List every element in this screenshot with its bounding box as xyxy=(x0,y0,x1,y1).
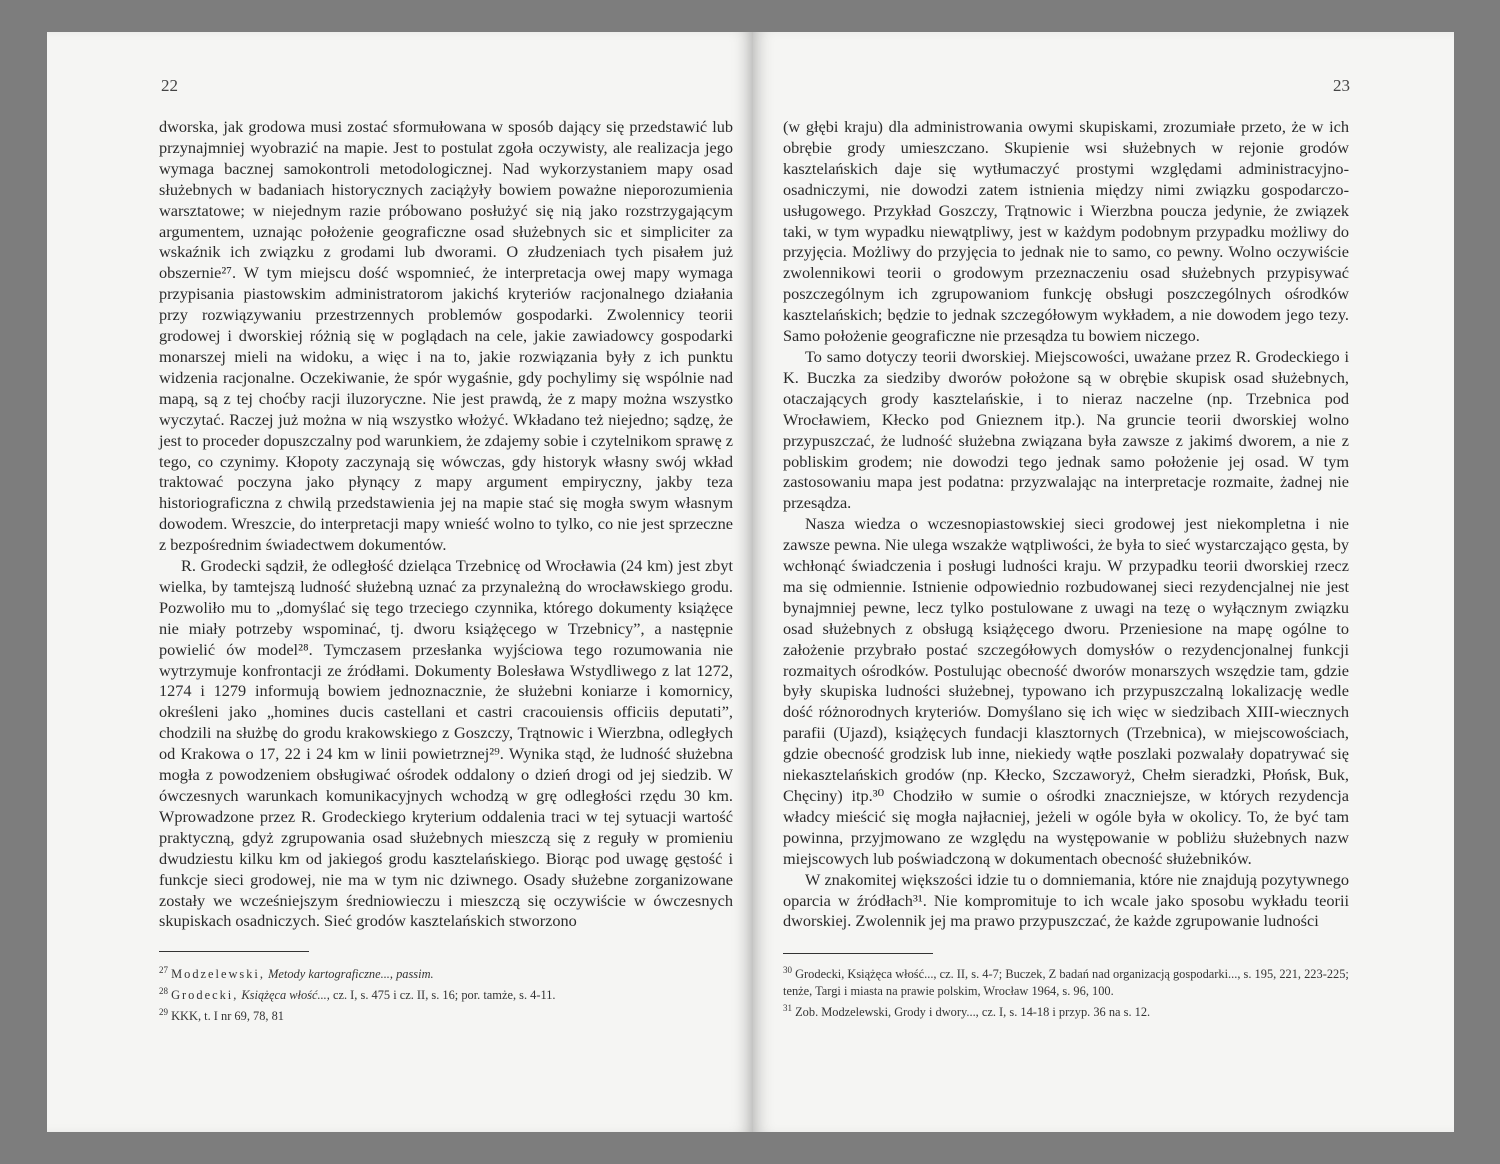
footnote-text: Zob. Modzelewski, Grody i dwory..., cz. I, s. 14-18 i przyp. 36 na s. 12. xyxy=(795,1005,1151,1020)
footnote-rule xyxy=(159,951,309,952)
footnote-number: 29 xyxy=(159,1007,168,1018)
footnote xyxy=(159,962,719,983)
left-page xyxy=(47,32,753,1132)
footnote xyxy=(159,1004,719,1025)
paragraph: Nasza wiedza o wczesnopiastowskiej sieci grodowej jest niekompletna i nie zawsze pewna. Nie ulega wszakże wątpliwości, że była to sieć wystarczająco gęsta, by wchłonąć świadczenia i posługi ludności kraju. W przypadku teorii dworskiej rzecz ma się odmiennie. Istnienie odpowiednio rozbudowanej sieci rezydencjalnej nie jest bynajmniej pewne, lecz tylko postulowane z uwagi na tezę o wyłącznym związku osad służebnych z obsługą książęcego dworu. Przeniesione na mapę ogólne to założenie przybrało postać szczegółowych domysłów o rezydencjonalnej funkcji rozmaitych ośrodków. Postulując obecność dworów monarszych wszędzie tam, gdzie były skupiska ludności służebnej, typowano ich przypuszczalną lokalizację wedle dość różnorodnych kryteriów. Domyślano się ich więc w siedzibach XIII-wiecznych parafii (Ujazd), książęcych fundacji klasztornych (Trzebnica), w miejscowościach, gdzie obecność grodzisk lub inne, niekiedy wątłe poszlaki pozwalały dopatrywać się niekasztelańskich grodów (np. Kłecko, Szczaworyż, Chełm sieradzki, Płońsk, Buk, Chęciny) itp.³⁰ Chodziło w sumie o ośrodki znaczniejsze, w których rezydencja władcy mieścić się mogła najłacniej, jeżeli w ogóle była w okolicy. To, że być tam powinna, przyjmowano ze względu na występowanie w pobliżu służebnych nazw miejscowych lub poświadczoną w dokumentach obecność służebników. xyxy=(783,514,1349,868)
footnote-title: Metody kartograficzne..., passim. xyxy=(268,967,434,982)
footnote xyxy=(159,983,719,1004)
right-page xyxy=(753,32,1454,1132)
footnote-number: 28 xyxy=(159,986,168,997)
footnote-number: 27 xyxy=(159,965,168,975)
footnote-author: Modzelewski, xyxy=(171,967,265,982)
paragraph: W znakomitej większości idzie tu o domniemania, które nie znajdują pozytywnego oparcia w źródłach³¹. Nie kompromituje to ich wcale jako sposobu wykładu teorii dworskiej. Zwolennik jej ma prawo przypuszczać, że każde zgrupowanie ludności xyxy=(783,869,1349,931)
footnote xyxy=(783,1000,1349,1021)
page-number: 22 xyxy=(161,76,178,95)
page-number: 23 xyxy=(1333,76,1350,95)
page-body xyxy=(783,117,1349,932)
footnote-number: 31 xyxy=(783,1003,792,1014)
footnote-rest: KKK, t. I nr 69, 78, 81 xyxy=(171,1009,284,1024)
paragraph: (w głębi kraju) dla administrowania owymi skupiskami, zrozumiałe przeto, że w ich obrębie grody umieszczano. Skupienie wsi służebnych w rejonie grodów kasztelańskich daje się wytłumaczyć prostymi względami administracyjno-osadniczymi, nie dowodzi zatem istnienia między nimi związku gospodarczo-usługowego. Przykład Goszczy, Trątnowic i Wierzbna poucza jedynie, że związek taki, w tym wypadku niewątpliwy, jest w każdym podobnym przypadku możliwy do przyjęcia. Możliwy do przyjęcia to jednak nie to samo, co pewny. Wolno oczywiście zwolennikowi teorii o grodowym przeznaczeniu osad służebnych przypisywać poszczególnym ich zgrupowaniom funkcję obsługi poszczególnych ośrodków kasztelańskich; będzie to jednak szczegółowym wykładem, a nie dowodem jego tezy. Samo położenie geograficzne nie przesądza tu bowiem niczego. xyxy=(783,117,1349,346)
footnote-number: 30 xyxy=(783,965,792,975)
paragraph: R. Grodecki sądził, że odległość dzieląca Trzebnicę od Wrocławia (24 km) jest zbyt wielka, by tamtejszą ludność służebną uznać za przynależną do wrocławskiego grodu. Pozwoliło mu to „domyślać się tego trzeciego czynnika, którego dokumenty książęce nie miały potrzeby wspominać, tj. dworu książęcego w Trzebnicy”, a następnie powielić ów model²⁸. Tymczasem przesłanka wyjściowa tego rozumowania nie wytrzymuje konfrontacji ze źródłami. Dokumenty Bolesława Wstydliwego z lat 1272, 1274 i 1279 informują bowiem jednoznacznie, że służebni koniarze i komornicy, określeni jako „homines ducis castellani et castri cracouiensis officiis deputati”, chodzili na służbę do grodu krakowskiego z Goszczy, Trątnowic i Wierzbna, odległych od Krakowa o 17, 22 i 24 km w linii powietrznej²⁹. Wynika stąd, że ludność służebna mogła z powodzeniem obsługiwać ośrodek oddalony o dzień drogi od jej siedzib. W ówczesnych warunkach komunikacyjnych wchodzą w grę odległości rzędu 30 km. Wprowadzone przez R. Grodeckiego kryterium oddalenia traci w tej sytuacji wartość praktyczną, gdyż zgrupowania osad służebnych mieszczą się z reguły w promieniu dwudziestu kilku km od jakiegoś grodu kasztelańskiego. Biorąc pod uwagę gęstość i funkcje sieci grodowej, nie ma w tym nic dziwnego. Osady służebne zorganizowane zostały we wcześniejszym średniowieczu i mieszczą się oczywiście w ówczesnych skupiskach osadniczych. Sieć grodów kasztelańskich stworzono xyxy=(159,556,733,931)
footnotes xyxy=(783,962,1349,1021)
footnote-title: Książęca włość..., xyxy=(241,988,330,1003)
paragraph: To samo dotyczy teorii dworskiej. Miejscowości, uważane przez R. Grodeckiego i K. Buczka za siedziby dworów położone są w obrębie skupisk osad służebnych, otaczających grody kasztelańskie, i to nieraz naczelne (np. Trzebnica pod Wrocławiem, Kłecko pod Gnieznem itp.). Na gruncie teorii dworskiej wolno przypuszczać, że ludność służebna związana była zawsze z jakimś dworem, a nie z pobliskim grodem; nie dowodzi tego jednak samo położenie jej osad. W tym zastosowaniu mapa jest podatna: przyzwalając na interpretacje rozmaite, żadnej nie przesądza. xyxy=(783,346,1349,513)
footnote-author: Grodecki, xyxy=(171,988,239,1003)
footnote xyxy=(783,962,1349,1000)
paragraph: dworska, jak grodowa musi zostać sformułowana w sposób dający się przedstawić lub przynajmniej wyobrazić na mapie. Jest to postulat zgoła oczywisty, ale realizacja jego wymaga bacznej samokontroli metodologicznej. Nad wykorzystaniem mapy osad służebnych w badaniach historycznych zaciążyły bowiem poważne nieporozumienia warsztatowe; w niejednym razie próbowano posłużyć się nią jako rozstrzygającym argumentem, uznając położenie geograficzne osad służebnych sic et simpliciter za wskaźnik ich związku z grodami lub dworami. O złudzeniach tych pisałem już obszernie²⁷. W tym miejscu dość wspomnieć, że interpretacja owej mapy wymaga przypisania piastowskim administratorom jakichś kryteriów racjonalnego działania przy rozwiązywaniu przestrzennych problemów gospodarki. Zwolennicy teorii grodowej i dworskiej różnią się w poglądach na cele, jakie zawiadowcy gospodarki monarszej mieli na widoku, a więc i na to, jakie rozwiązania były z ich punktu widzenia racjonalne. Oczekiwanie, że spór wygaśnie, gdy pochylimy się wspólnie nad mapą, są z tej choćby racji iluzoryczne. Nie jest prawdą, że z mapy można wszystko wyczytać. Raczej już można w nią wszystko włożyć. Wkładano też niejedno; sądzę, że jest to proceder dopuszczalny pod warunkiem, że zdajemy sobie i czytelnikom sprawę z tego, co czynimy. Kłopoty zaczynają się wówczas, gdy historyk własny swój wkład traktować poczyna jako płynący z mapy argument empiryczny, jakby teza historiograficzna z chwilą przedstawienia jej na mapie stać się mogła swym własnym dowodem. Wreszcie, do interpretacji mapy wnieść wolno to tylko, co nie jest sprzeczne z bezpośrednim świadectwem dokumentów. xyxy=(159,117,733,555)
footnotes xyxy=(159,962,719,1025)
footnote-text: Grodecki, Książęca włość..., cz. II, s. 4-7; Buczek, Z badań nad organizacją gospodarki..., s. 195, 221, 223-225; tenże, Targi i miasta na prawie polskim, Wrocław 1964, s. 96, 100. xyxy=(783,967,1349,999)
footnote-rest: cz. I, s. 475 i cz. II, s. 16; por. tamże, s. 4-11. xyxy=(332,988,556,1003)
footnote-rule xyxy=(783,953,933,954)
page-body xyxy=(159,117,733,932)
